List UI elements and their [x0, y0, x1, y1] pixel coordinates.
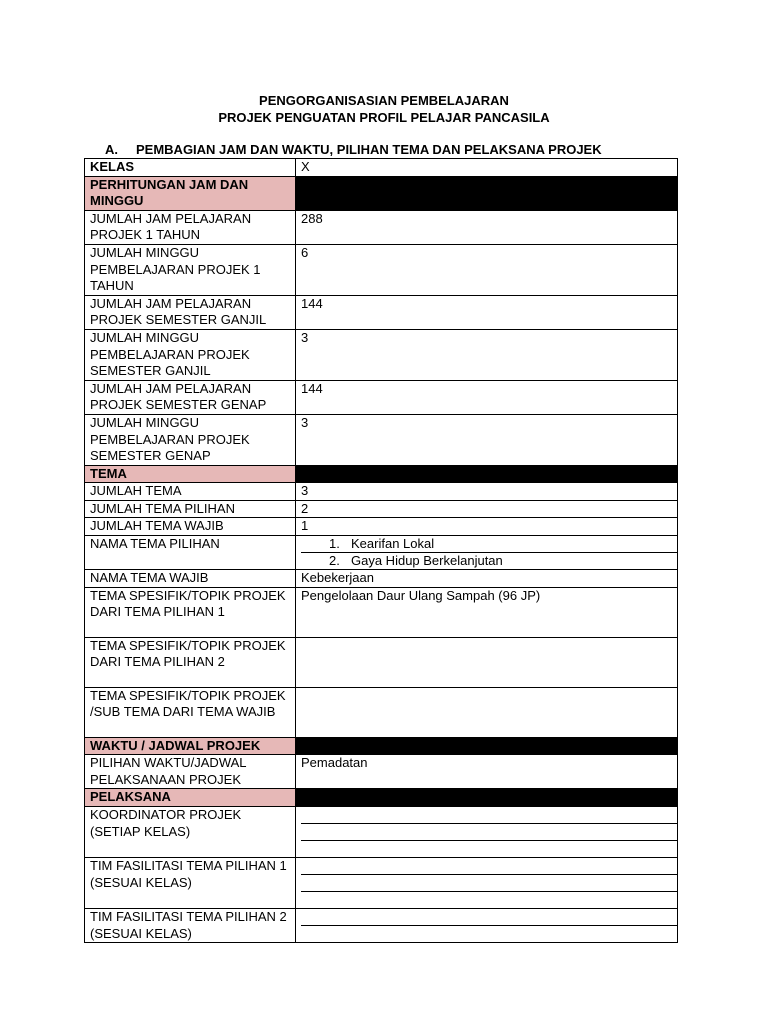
blank-line — [301, 840, 677, 857]
row-label: JUMLAH JAM PELAJARAN PROJEK SEMESTER GANJIL — [85, 295, 296, 329]
table-row — [85, 637, 678, 687]
table-row — [85, 570, 678, 588]
row-label: JUMLAH JAM PELAJARAN PROJEK SEMESTER GENAP — [85, 380, 296, 414]
row-label: JUMLAH TEMA WAJIB — [85, 518, 296, 536]
row-value: Kebekerjaan — [296, 570, 678, 588]
blank-line — [301, 874, 677, 891]
section-title: PEMBAGIAN JAM DAN WAKTU, PILIHAN TEMA DAN PELAKSANA PROJEK — [136, 142, 602, 157]
row-label: JUMLAH MINGGU PEMBELAJARAN PROJEK SEMESTER GANJIL — [85, 329, 296, 380]
table-row — [85, 858, 678, 909]
row-value: X — [296, 159, 678, 177]
header-fill — [296, 789, 678, 807]
row-label: TIM FASILITASI TEMA PILIHAN 2 (SESUAI KELAS) — [85, 909, 296, 943]
section-header-row — [85, 176, 678, 210]
row-value: Pengelolaan Daur Ulang Sampah (96 JP) — [296, 587, 678, 637]
blank-entries — [296, 909, 678, 943]
table-row — [85, 244, 678, 295]
list-text: Kearifan Lokal — [351, 536, 435, 552]
table-row — [85, 380, 678, 414]
row-label: TEMA SPESIFIK/TOPIK PROJEK /SUB TEMA DARI TEMA WAJIB — [85, 687, 296, 737]
row-label: WAKTU / JADWAL PROJEK — [85, 737, 296, 755]
table-row — [85, 295, 678, 329]
section-number: A. — [105, 142, 118, 157]
table-row — [85, 483, 678, 501]
table-row — [85, 518, 678, 536]
row-value: 1 — [296, 518, 678, 536]
section-header-row — [85, 465, 678, 483]
table-row — [85, 536, 678, 570]
table-row — [85, 687, 678, 737]
list-number: 2. — [329, 553, 340, 569]
row-label: KELAS — [85, 159, 296, 177]
row-value: 6 — [296, 244, 678, 295]
row-label: JUMLAH TEMA — [85, 483, 296, 501]
table-row — [85, 414, 678, 465]
blank-line — [301, 925, 677, 942]
header-fill — [296, 465, 678, 483]
header-fill — [296, 737, 678, 755]
row-label: JUMLAH TEMA PILIHAN — [85, 500, 296, 518]
row-label: JUMLAH JAM PELAJARAN PROJEK 1 TAHUN — [85, 210, 296, 244]
list-number: 1. — [329, 536, 340, 552]
document-subtitle: PROJEK PENGUATAN PROFIL PELAJAR PANCASILA — [218, 110, 550, 125]
table-row — [85, 500, 678, 518]
blank-line — [301, 891, 677, 908]
section-header-row — [85, 737, 678, 755]
row-value: 288 — [296, 210, 678, 244]
table-row — [85, 210, 678, 244]
row-label: PERHITUNGAN JAM DAN MINGGU — [85, 176, 296, 210]
row-label: NAMA TEMA WAJIB — [85, 570, 296, 588]
row-label: TEMA SPESIFIK/TOPIK PROJEK DARI TEMA PILIHAN 1 — [85, 587, 296, 637]
list-text: Gaya Hidup Berkelanjutan — [351, 553, 503, 569]
table-row — [85, 329, 678, 380]
blank-entries — [296, 858, 678, 909]
table-row — [85, 755, 678, 789]
blank-line — [301, 823, 677, 840]
row-label: JUMLAH MINGGU PEMBELAJARAN PROJEK 1 TAHUN — [85, 244, 296, 295]
blank-line — [301, 807, 677, 823]
row-value — [296, 637, 678, 687]
table-row — [85, 909, 678, 943]
row-label: PELAKSANA — [85, 789, 296, 807]
row-label: TEMA — [85, 465, 296, 483]
list-item — [301, 536, 677, 552]
project-organization-table — [84, 158, 678, 943]
blank-entries — [296, 807, 678, 858]
section-header-row — [85, 789, 678, 807]
row-value — [296, 687, 678, 737]
table-row — [85, 587, 678, 637]
blank-line — [301, 909, 677, 925]
blank-line — [301, 858, 677, 874]
row-label: TEMA SPESIFIK/TOPIK PROJEK DARI TEMA PILIHAN 2 — [85, 637, 296, 687]
row-value: Pemadatan — [296, 755, 678, 789]
table-row — [85, 807, 678, 858]
row-value: 144 — [296, 295, 678, 329]
row-value: 3 — [296, 329, 678, 380]
list-item — [301, 552, 677, 569]
row-value: 2 — [296, 500, 678, 518]
table-row — [85, 159, 678, 177]
document-title: PENGORGANISASIAN PEMBELAJARAN — [259, 93, 509, 108]
row-value: 144 — [296, 380, 678, 414]
row-label: KOORDINATOR PROJEK (SETIAP KELAS) — [85, 807, 296, 858]
theme-list — [296, 536, 678, 570]
row-label: TIM FASILITASI TEMA PILIHAN 1 (SESUAI KELAS) — [85, 858, 296, 909]
header-fill — [296, 176, 678, 210]
row-value: 3 — [296, 483, 678, 501]
section-heading — [105, 142, 602, 157]
row-label: NAMA TEMA PILIHAN — [85, 536, 296, 570]
row-label: PILIHAN WAKTU/JADWAL PELAKSANAAN PROJEK — [85, 755, 296, 789]
row-label: JUMLAH MINGGU PEMBELAJARAN PROJEK SEMESTER GENAP — [85, 414, 296, 465]
row-value: 3 — [296, 414, 678, 465]
